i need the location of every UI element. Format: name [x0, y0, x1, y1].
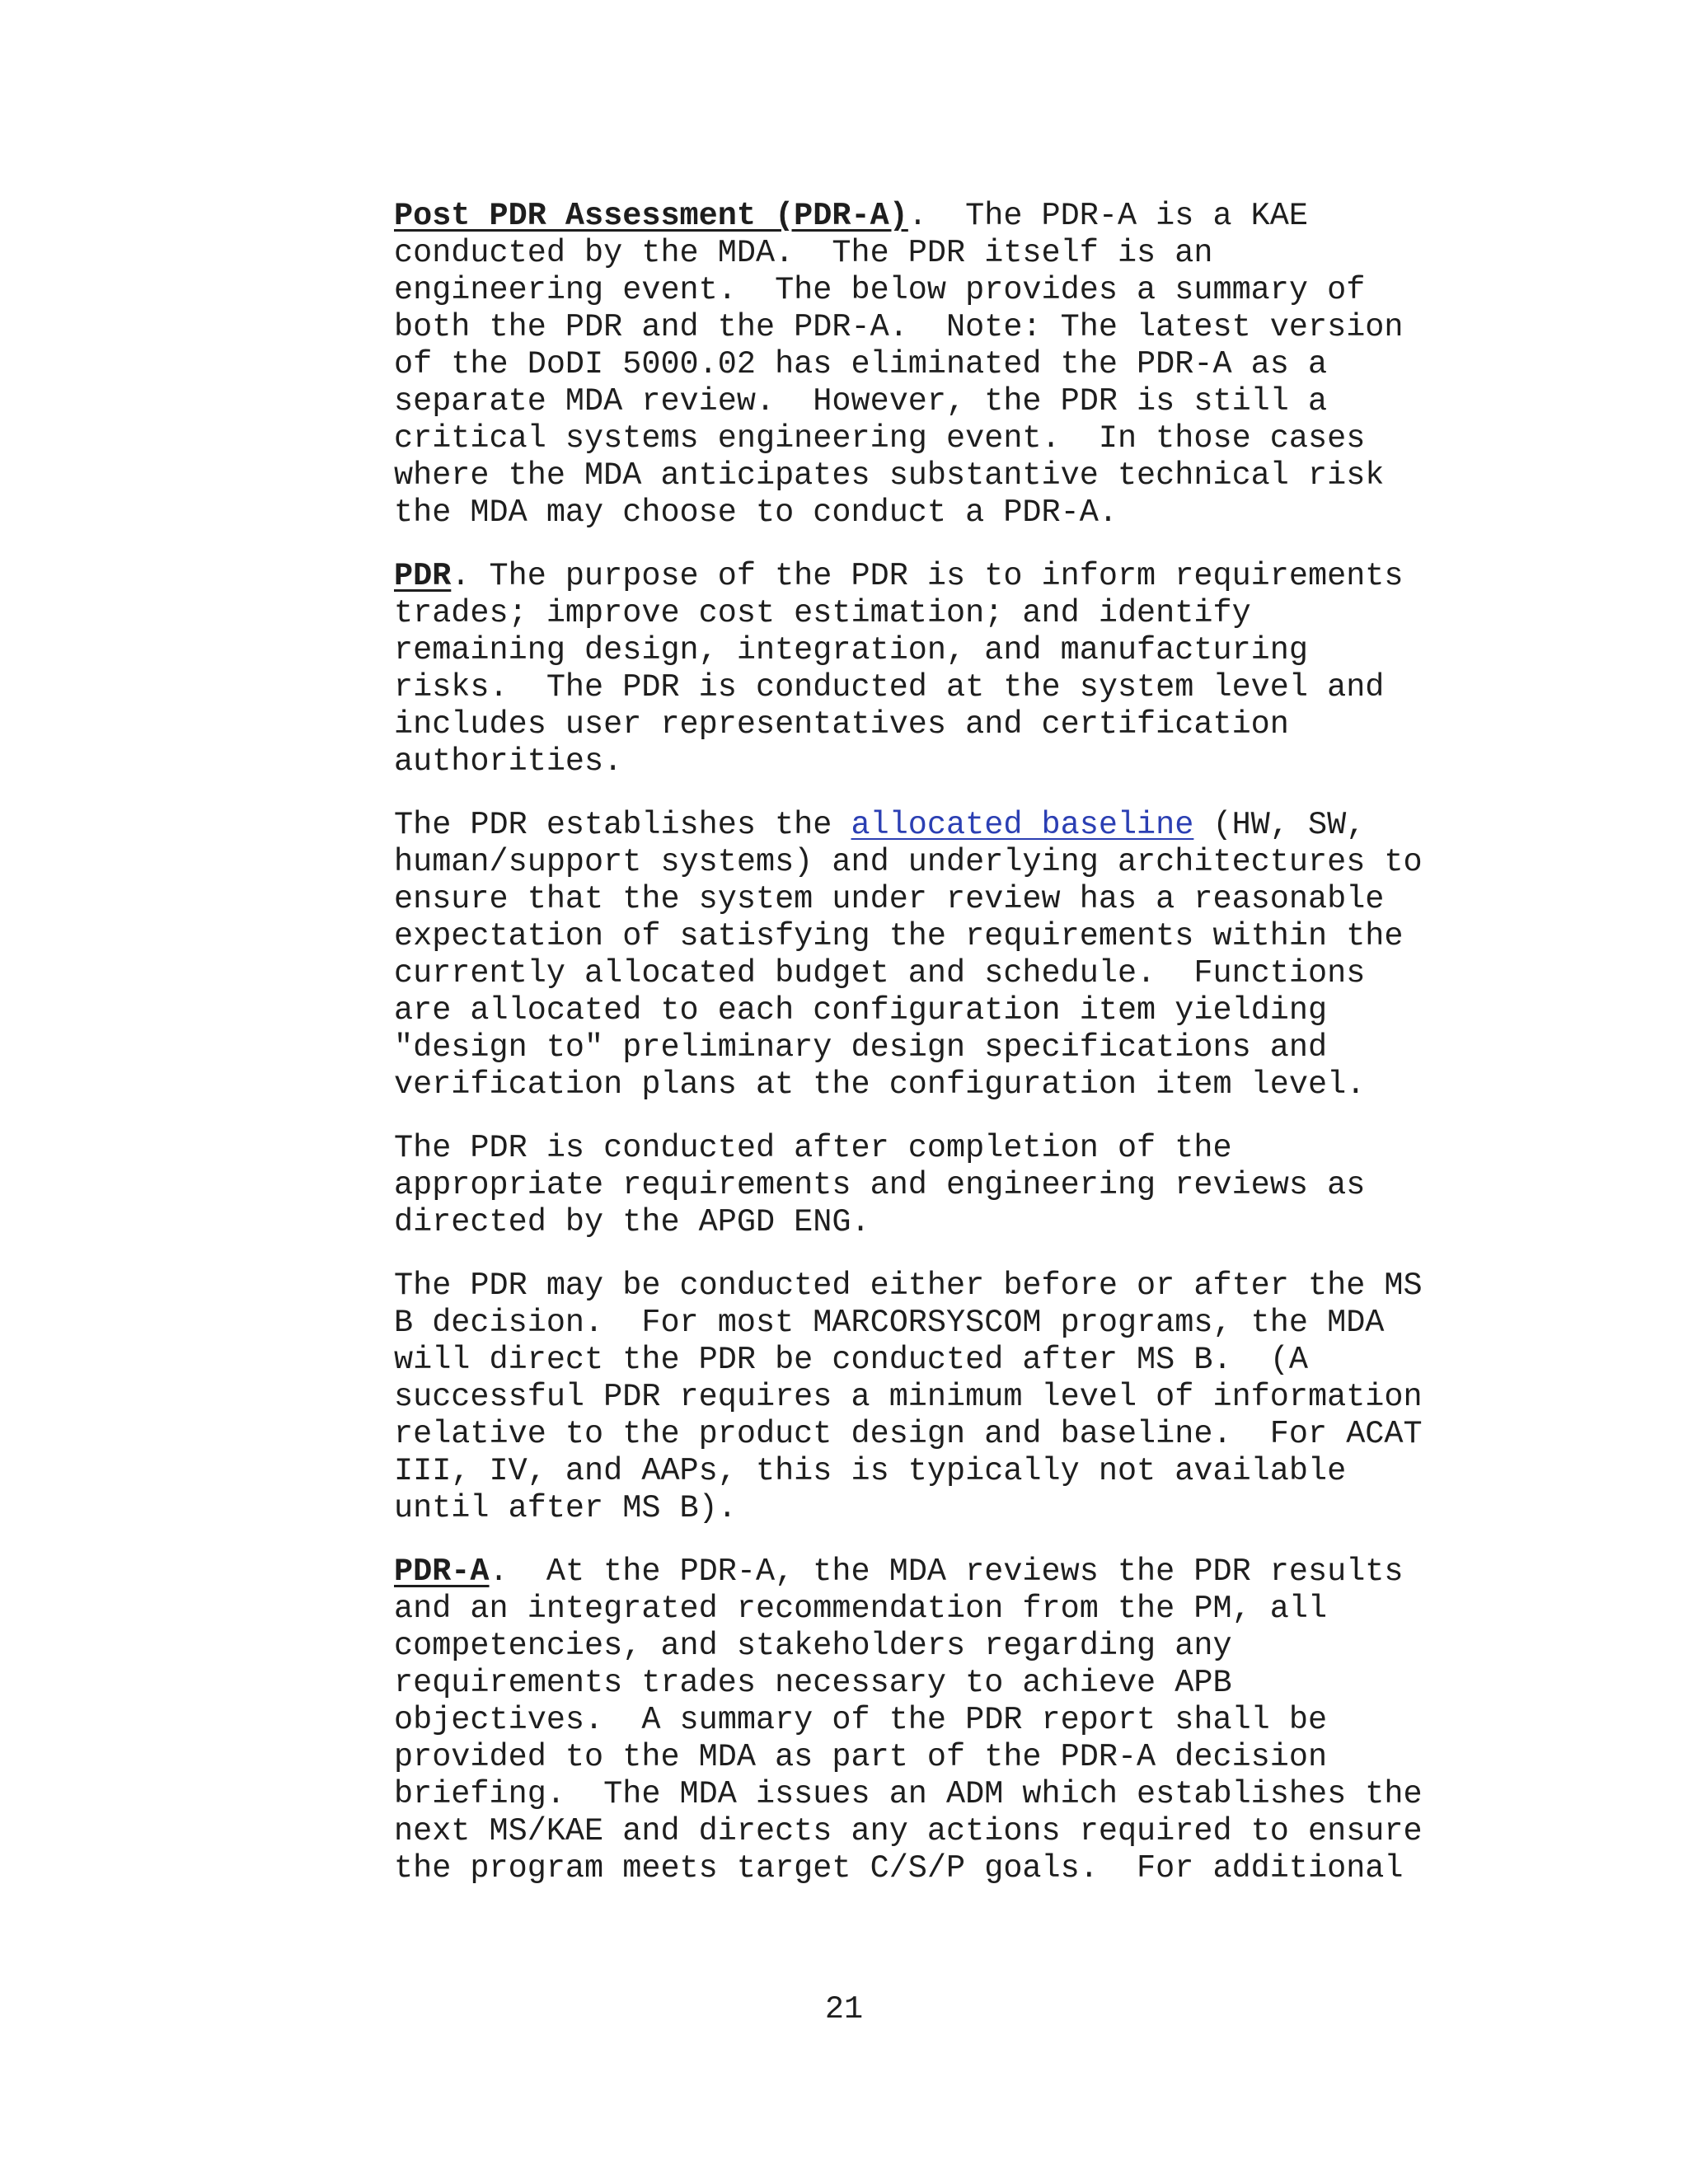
text-run: The PDR establishes the	[394, 807, 851, 843]
paragraph-line	[394, 198, 1548, 235]
paragraph-line: provided to the MDA as part of the PDR-A decision	[394, 1739, 1328, 1775]
paragraph-line: the program meets target C/S/P goals. For additional	[394, 1850, 1404, 1886]
paragraph-line: requirements trades necessary to achieve APB	[394, 1665, 1232, 1701]
paragraph-line	[394, 807, 1548, 844]
paragraph-line: ensure that the system under review has a reasonable	[394, 881, 1385, 917]
paragraph-line: relative to the product design and baseline. For ACAT	[394, 1416, 1423, 1452]
section-heading-pdr-a: PDR-A	[394, 1554, 490, 1590]
paragraph-line: human/support systems) and underlying architectures to	[394, 844, 1423, 880]
text-run: . The purpose of the PDR is to inform requirements	[451, 558, 1404, 594]
paragraph-line: will direct the PDR be conducted after MS B. (A	[394, 1342, 1308, 1378]
paragraph-line: includes user representatives and certification	[394, 706, 1289, 743]
paragraph-line: authorities.	[394, 743, 623, 780]
paragraph-line: objectives. A summary of the PDR report shall be	[394, 1702, 1328, 1738]
text-run: . The PDR-A is a KAE	[907, 198, 1308, 234]
paragraph-pdr-a-review	[394, 1554, 1548, 1887]
paragraph-line: successful PDR requires a minimum level of information	[394, 1379, 1423, 1415]
paragraph-line: critical systems engineering event. In those cases	[394, 420, 1366, 457]
paragraph-line: both the PDR and the PDR-A. Note: The latest version	[394, 309, 1404, 345]
section-heading-pdr: PDR	[394, 558, 452, 594]
paragraph-line: appropriate requirements and engineering reviews as	[394, 1167, 1366, 1203]
allocated-baseline-link[interactable]: allocated baseline	[851, 807, 1194, 843]
paragraph-line: risks. The PDR is conducted at the system level and	[394, 669, 1385, 705]
page-number: 21	[824, 1991, 864, 2027]
paragraph-line: B decision. For most MARCORSYSCOM programs, the MDA	[394, 1305, 1385, 1341]
paragraph-line: separate MDA review. However, the PDR is still a	[394, 383, 1328, 419]
paragraph-line	[394, 558, 1548, 595]
paragraph-line: where the MDA anticipates substantive technical risk	[394, 457, 1385, 494]
paragraph-line: directed by the APGD ENG.	[394, 1204, 870, 1240]
paragraph-line: trades; improve cost estimation; and identify	[394, 595, 1251, 631]
paragraph-line: are allocated to each configuration item yielding	[394, 992, 1328, 1029]
paragraph-line: "design to" preliminary design specifications and	[394, 1029, 1328, 1066]
paragraph-line: until after MS B).	[394, 1490, 737, 1526]
paragraph-line: briefing. The MDA issues an ADM which establishes the	[394, 1776, 1423, 1812]
paragraph-line: currently allocated budget and schedule. Functions	[394, 955, 1366, 991]
paragraph-line: remaining design, integration, and manufacturing	[394, 632, 1308, 668]
paragraph-line	[394, 1554, 1548, 1591]
paragraph-post-pdr-assessment	[394, 198, 1548, 532]
paragraph-line: verification plans at the configuration item level.	[394, 1066, 1366, 1103]
paragraph-line: next MS/KAE and directs any actions required to ensure	[394, 1813, 1423, 1849]
paragraph-line: expectation of satisfying the requirements within the	[394, 918, 1404, 954]
page-content	[394, 198, 1548, 1914]
paragraph-pdr-purpose	[394, 558, 1548, 780]
paragraph-pdr-timing	[394, 1130, 1548, 1241]
paragraph-line: The PDR may be conducted either before or after the MS	[394, 1268, 1423, 1304]
paragraph-line: III, IV, and AAPs, this is typically not available	[394, 1453, 1347, 1489]
paragraph-line: conducted by the MDA. The PDR itself is an	[394, 235, 1213, 271]
paragraph-line: the MDA may choose to conduct a PDR-A.	[394, 494, 1118, 531]
text-run: (HW, SW,	[1193, 807, 1366, 843]
paragraph-line: The PDR is conducted after completion of the	[394, 1130, 1232, 1166]
paragraph-line: of the DoDI 5000.02 has eliminated the PDR-A as a	[394, 346, 1328, 382]
section-heading-pdr-a-assessment: Post PDR Assessment (PDR-A)	[394, 198, 908, 234]
paragraph-line: engineering event. The below provides a summary of	[394, 272, 1366, 308]
paragraph-allocated-baseline	[394, 807, 1548, 1104]
paragraph-line: and an integrated recommendation from the PM, all	[394, 1591, 1328, 1627]
paragraph-ms-b-decision	[394, 1268, 1548, 1527]
text-run: . At the PDR-A, the MDA reviews the PDR results	[489, 1554, 1404, 1590]
paragraph-line: competencies, and stakeholders regarding any	[394, 1628, 1232, 1664]
